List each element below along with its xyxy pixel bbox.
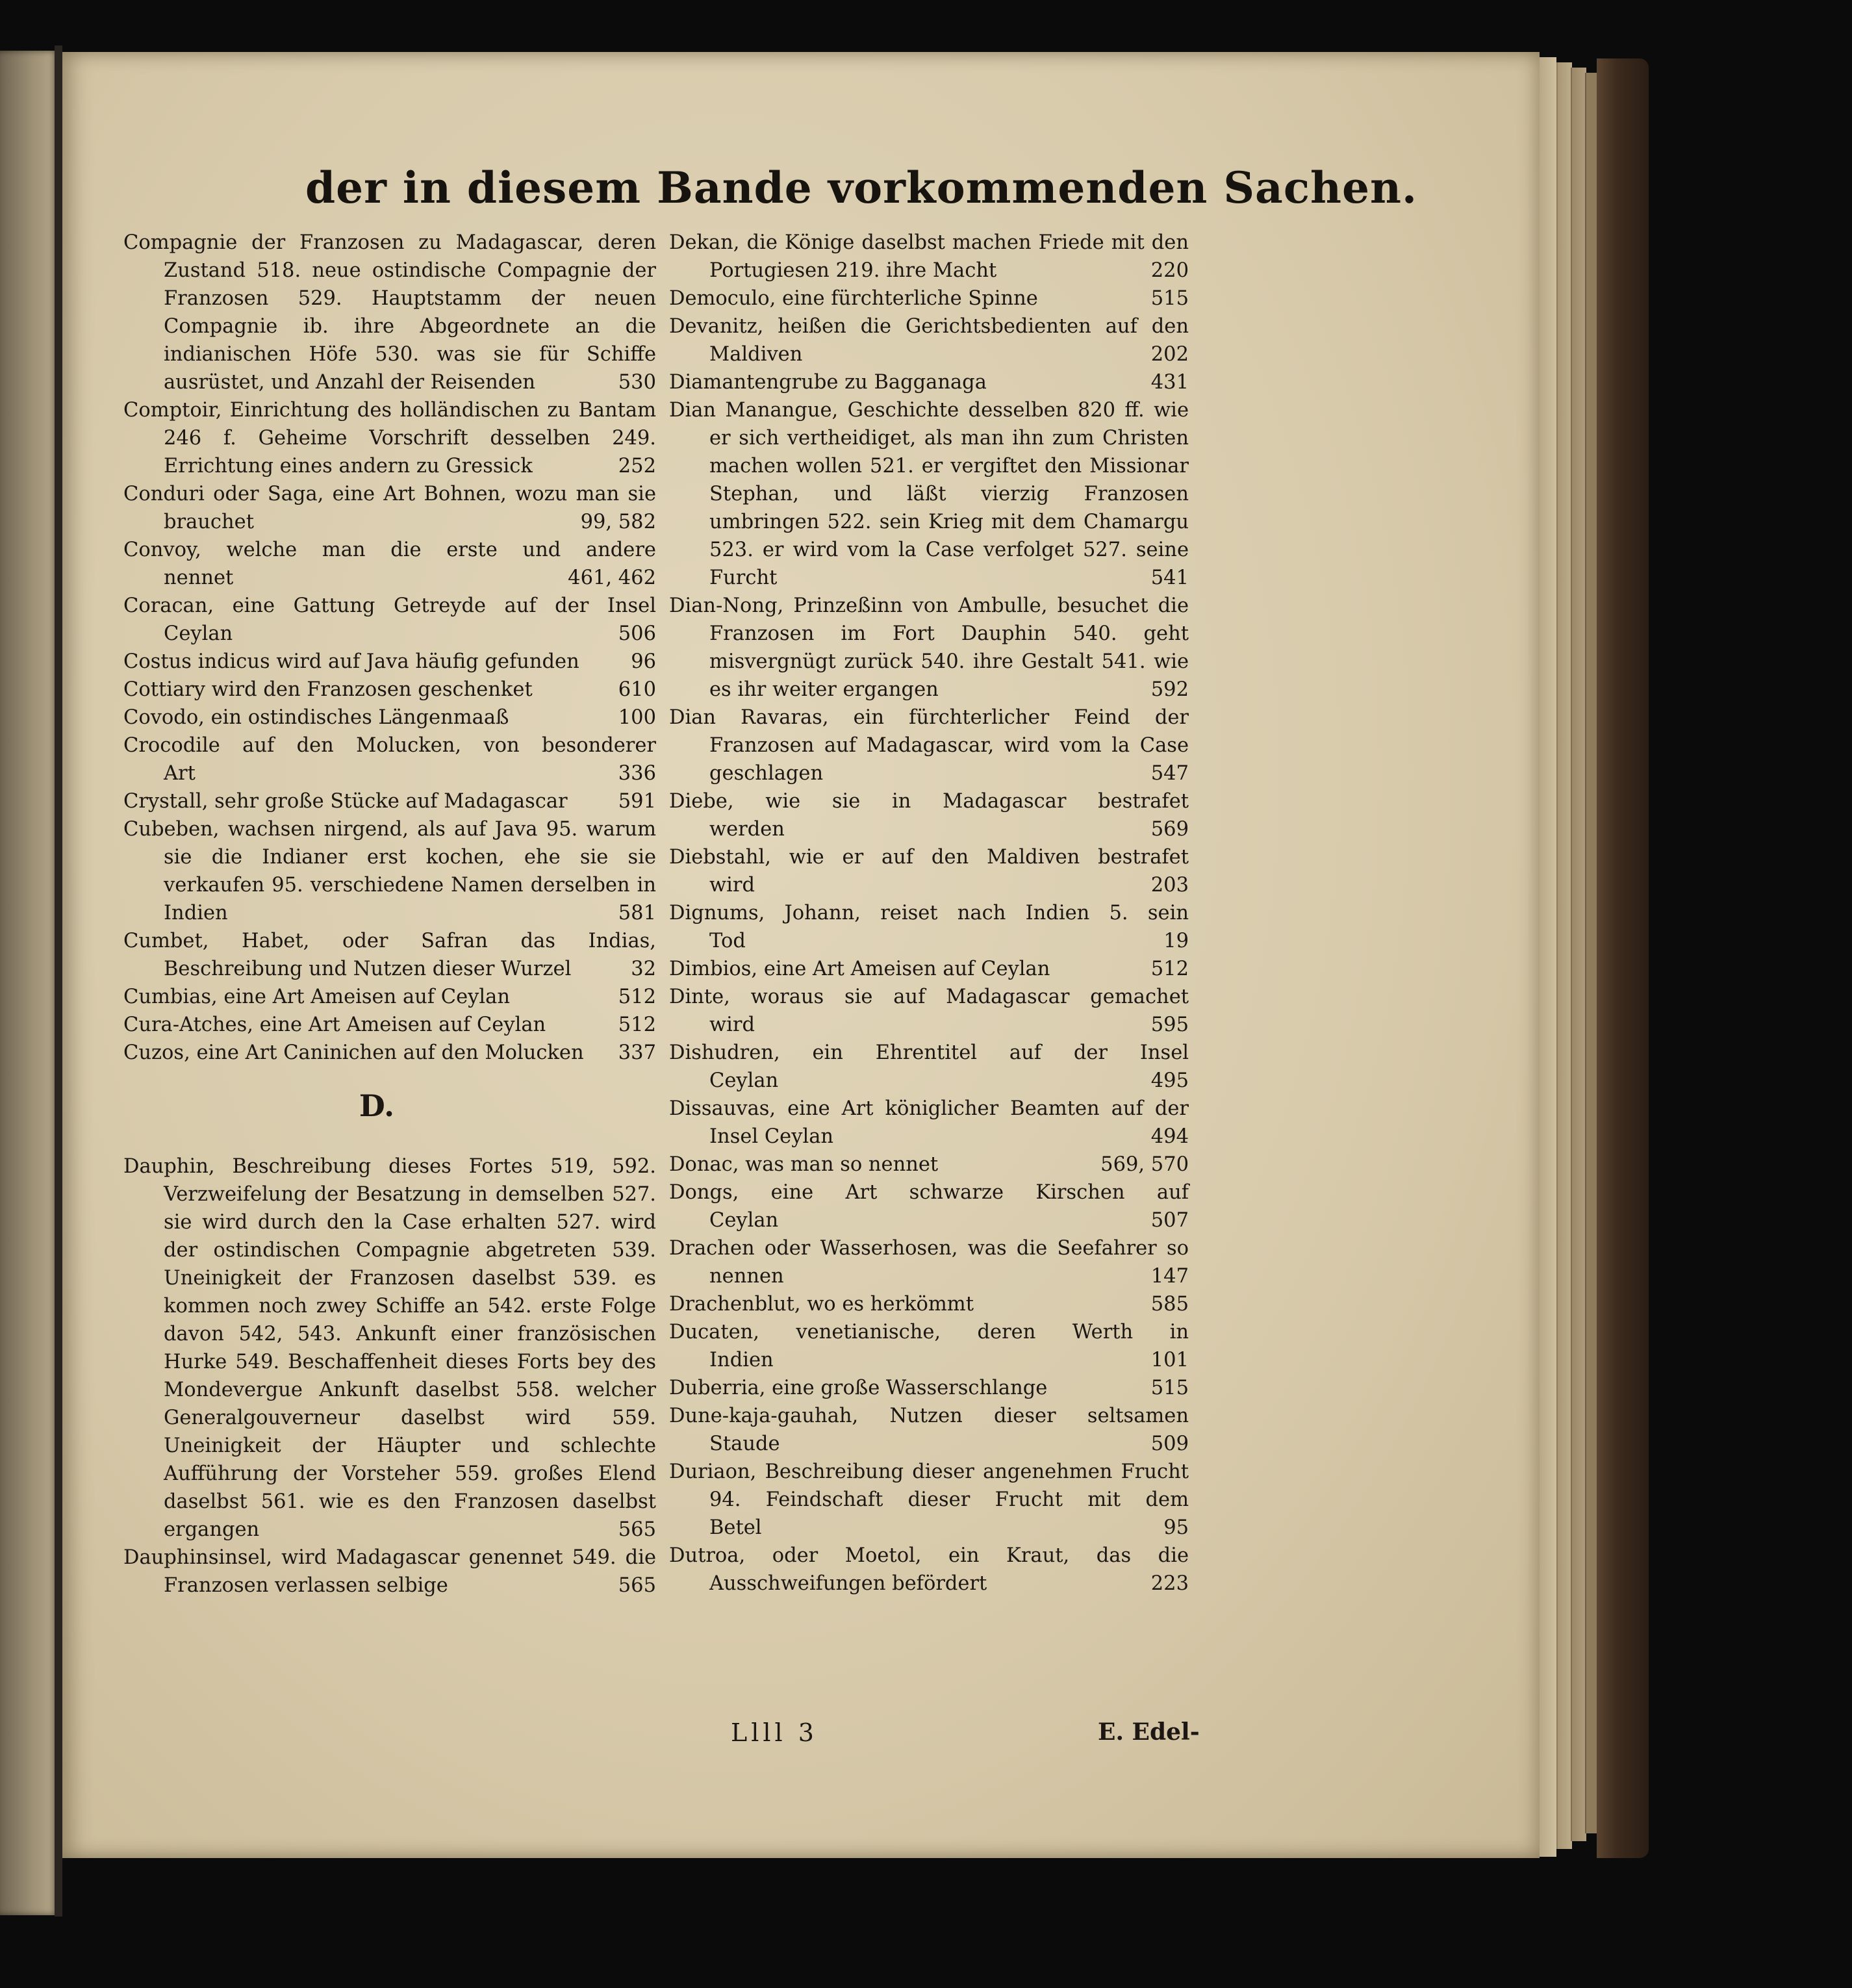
- index-entry-page: 592: [1150, 678, 1189, 701]
- index-column-right: [669, 229, 1189, 1598]
- index-entry-page: 541: [1150, 567, 1189, 589]
- index-entry-page: 515: [1150, 287, 1189, 310]
- index-entry-text: Diebe, wie sie in Madagascar bestrafet werden: [669, 790, 1189, 841]
- index-entry: [669, 843, 1189, 899]
- index-entry-text: Crocodile auf den Molucken, von besonderer Art: [123, 734, 656, 785]
- page-edge-stack: [1571, 68, 1586, 1841]
- index-entry-text: Donac, was man so nennet: [669, 1153, 939, 1176]
- index-entry-text: Cura-Atches, eine Art Ameisen auf Ceylan: [123, 1013, 546, 1036]
- index-entry-text: Diamantengrube zu Bagganaga: [669, 371, 987, 394]
- index-entry-text: Covodo, ein ostindisches Längenmaaß: [123, 706, 509, 729]
- index-entry: [123, 480, 656, 536]
- index-entry-page: 512: [1150, 958, 1189, 980]
- index-entry: [123, 676, 656, 704]
- index-entry: [669, 368, 1189, 396]
- index-entry: [669, 1039, 1189, 1095]
- index-entry: [123, 815, 656, 927]
- index-entry-page: 203: [1150, 874, 1189, 897]
- index-entry: [669, 1542, 1189, 1598]
- index-entry-text: Cumbet, Habet, oder Safran das Indias, Beschreibung und Nutzen dieser Wurzel: [123, 930, 656, 980]
- index-entry: [669, 983, 1189, 1039]
- page-edge-stack: [1540, 57, 1556, 1857]
- index-entry: [123, 229, 656, 396]
- index-entry-page: 96: [631, 650, 656, 673]
- section-letter-d: D.: [359, 1088, 395, 1123]
- index-entry: [669, 704, 1189, 787]
- index-entry-page: 32: [631, 958, 656, 980]
- index-entry-page: 461, 462: [568, 567, 656, 589]
- index-entry-page: 610: [618, 678, 656, 701]
- index-entry-text: Dignums, Johann, reiset nach Indien 5. sein Tod: [669, 902, 1189, 952]
- index-entry: [123, 648, 656, 676]
- index-entry: [669, 1374, 1189, 1402]
- index-entry: [669, 396, 1189, 592]
- index-entry-page: 147: [1150, 1265, 1189, 1288]
- index-entry-page: 220: [1150, 259, 1189, 282]
- index-entry: [669, 1458, 1189, 1542]
- index-entry: [123, 983, 656, 1011]
- facing-page-edge: [0, 51, 58, 1915]
- catchword: E. Edel-: [1098, 1718, 1200, 1746]
- index-entry: [123, 704, 656, 732]
- index-entry: [669, 1179, 1189, 1234]
- index-entry-text: Dongs, eine Art schwarze Kirschen auf Ceylan: [669, 1181, 1189, 1232]
- index-entry-page: 252: [618, 455, 656, 478]
- index-entry: [669, 1234, 1189, 1290]
- index-entry-text: Dian Manangue, Geschichte desselben 820 ff. wie er sich vertheidiget, als man ihn zum Christen machen wollen 521. er vergiftet den Missionar Stephan, und läßt vierzig Franzosen umbringen 522. sein Krieg mit dem Chamargu 523. er wird vom la Case verfolget 527. seine Furcht: [669, 399, 1189, 589]
- index-entry-text: Conduri oder Saga, eine Art Bohnen, wozu man sie brauchet: [123, 483, 656, 533]
- index-entry-text: Dune-kaja-gauhah, Nutzen dieser seltsamen Staude: [669, 1405, 1189, 1455]
- index-entry-page: 565: [618, 1574, 656, 1597]
- index-entry: [123, 396, 656, 480]
- index-entry: [669, 899, 1189, 955]
- index-entry: [123, 1039, 656, 1067]
- index-entry: [669, 1095, 1189, 1151]
- index-entry-text: Dimbios, eine Art Ameisen auf Ceylan: [669, 958, 1050, 980]
- index-entry-text: Cuzos, eine Art Caninichen auf den Molucken: [123, 1041, 584, 1064]
- index-entry-text: Diebstahl, wie er auf den Maldiven bestrafet wird: [669, 846, 1189, 897]
- index-entry-page: 100: [618, 706, 656, 729]
- index-entry-page: 569, 570: [1100, 1153, 1189, 1176]
- index-entry-page: 223: [1150, 1572, 1189, 1595]
- entries-c: [123, 229, 656, 1067]
- index-entry-text: Costus indicus wird auf Java häufig gefunden: [123, 650, 579, 673]
- index-entry-text: Dishudren, ein Ehrentitel auf der Insel Ceylan: [669, 1041, 1189, 1092]
- index-entry: [669, 955, 1189, 983]
- index-entry-page: 431: [1150, 371, 1189, 394]
- index-entry-page: 507: [1150, 1209, 1189, 1232]
- index-entry-page: 565: [618, 1518, 656, 1541]
- index-entry-text: Duriaon, Beschreibung dieser angenehmen Frucht 94. Feindschaft dieser Frucht mit dem Betel: [669, 1460, 1189, 1539]
- index-entry: [669, 1290, 1189, 1318]
- index-entry-text: Drachen oder Wasserhosen, was die Seefahrer so nennen: [669, 1237, 1189, 1288]
- index-entry: [669, 1151, 1189, 1179]
- index-entry-text: Democulo, eine fürchterliche Spinne: [669, 287, 1038, 310]
- index-entry: [123, 536, 656, 592]
- index-entry-text: Devanitz, heißen die Gerichtsbedienten auf den Maldiven: [669, 315, 1189, 366]
- index-entry-page: 515: [1150, 1377, 1189, 1399]
- index-entry-text: Drachenblut, wo es herkömmt: [669, 1293, 974, 1316]
- index-entry-text: Dutroa, oder Moetol, ein Kraut, das die Ausschweifungen befördert: [669, 1544, 1189, 1595]
- index-entry-text: Dissauvas, eine Art königlicher Beamten auf der Insel Ceylan: [669, 1097, 1189, 1148]
- index-entry: [123, 592, 656, 648]
- index-entry: [669, 1402, 1189, 1458]
- index-entry-text: Coracan, eine Gattung Getreyde auf der Insel Ceylan: [123, 594, 656, 645]
- running-header: der in diesem Bande vorkommenden Sachen.: [305, 162, 1417, 213]
- index-entry-page: 581: [618, 902, 656, 924]
- index-entry-page: 494: [1150, 1125, 1189, 1148]
- index-entry-page: 99, 582: [580, 511, 656, 533]
- index-entry-text: Dauphin, Beschreibung dieses Fortes 519, 592. Verzweifelung der Besatzung in demselben 527. sie wird durch den la Case erhalten 527. wird der ostindischen Compagnie abgetreten 539. Uneinigkeit der Franzosen daselbst 539. es kommen noch zwey Schiffe an 542. erste Folge davon 542, 543. Ankunft einer französischen Hurke 549. Beschaffenheit dieses Forts bey des Mondevergue Ankunft daselbst 558. welcher Generalgouverneur daselbst wird 559. Uneinigkeit der Häupter und schlechte Aufführung der Vorsteher 559. großes Elend daselbst 561. wie es den Franzosen daselbst ergangen: [123, 1155, 656, 1541]
- index-entry-text: Duberria, eine große Wasserschlange: [669, 1377, 1048, 1399]
- index-entry-text: Dinte, woraus sie auf Madagascar gemachet wird: [669, 986, 1189, 1036]
- index-entry-text: Convoy, welche man die erste und andere nennet: [123, 539, 656, 589]
- index-entry: [669, 787, 1189, 843]
- leather-cover-edge: [1597, 58, 1649, 1858]
- index-entry-text: Crystall, sehr große Stücke auf Madagascar: [123, 790, 568, 813]
- index-entry-text: Cubeben, wachsen nirgend, als auf Java 95. warum sie die Indianer erst kochen, ehe sie sie verkaufen 95. verschiedene Namen derselben in Indien: [123, 818, 656, 924]
- index-entry-page: 101: [1150, 1349, 1189, 1371]
- entries-d: [123, 1153, 656, 1599]
- index-entry: [123, 1011, 656, 1039]
- index-entry-text: Ducaten, venetianische, deren Werth in Indien: [669, 1321, 1189, 1371]
- index-entry: [123, 1153, 656, 1544]
- index-entry-text: Dekan, die Könige daselbst machen Friede mit den Portugiesen 219. ihre Macht: [669, 231, 1189, 282]
- index-entry: [669, 229, 1189, 285]
- index-entry-page: 202: [1150, 343, 1189, 366]
- index-entry-page: 337: [618, 1041, 656, 1064]
- index-entry: [123, 732, 656, 787]
- index-entry-page: 19: [1163, 930, 1189, 952]
- index-entry-text: Cumbias, eine Art Ameisen auf Ceylan: [123, 986, 510, 1008]
- page-edge-stack: [1556, 62, 1572, 1849]
- index-entry-text: Dian Ravaras, ein fürchterlicher Feind der Franzosen auf Madagascar, wird vom la Case geschlagen: [669, 706, 1189, 785]
- entries-right: [669, 229, 1189, 1598]
- index-entry: [669, 312, 1189, 368]
- index-entry-page: 530: [618, 371, 656, 394]
- index-entry-page: 509: [1150, 1433, 1189, 1455]
- index-entry-page: 506: [618, 622, 656, 645]
- index-entry-text: Compagnie der Franzosen zu Madagascar, deren Zustand 518. neue ostindische Compagnie der Franzosen 529. Hauptstamm der neuen Compagnie ib. ihre Abgeordnete an die indianischen Höfe 530. was sie für Schiffe ausrüstet, und Anzahl der Reisenden: [123, 231, 656, 394]
- index-entry-page: 95: [1163, 1516, 1189, 1539]
- index-entry-text: Dauphinsinsel, wird Madagascar genennet 549. die Franzosen verlassen selbige: [123, 1546, 656, 1597]
- index-column-left: [123, 229, 656, 1599]
- index-entry-page: 512: [618, 1013, 656, 1036]
- index-entry: [669, 592, 1189, 704]
- index-entry: [123, 1544, 656, 1599]
- book-gutter: [55, 45, 62, 1917]
- index-entry-page: 495: [1150, 1069, 1189, 1092]
- index-entry-page: 569: [1150, 818, 1189, 841]
- index-entry-text: Dian-Nong, Prinzeßinn von Ambulle, besuchet die Franzosen im Fort Dauphin 540. geht misvergnügt zurück 540. ihre Gestalt 541. wie es ihr weiter ergangen: [669, 594, 1189, 701]
- index-entry: [669, 285, 1189, 312]
- index-entry-text: Comptoir, Einrichtung des holländischen zu Bantam 246 f. Geheime Vorschrift desselben 249. Errichtung eines andern zu Gressick: [123, 399, 656, 478]
- page-edge-stack: [1585, 73, 1598, 1833]
- index-entry: [123, 927, 656, 983]
- index-entry-page: 336: [618, 762, 656, 785]
- index-entry-page: 547: [1150, 762, 1189, 785]
- index-entry-page: 595: [1150, 1013, 1189, 1036]
- index-entry-page: 591: [618, 790, 656, 813]
- index-entry-text: Cottiary wird den Franzosen geschenket: [123, 678, 533, 701]
- index-entry: [123, 787, 656, 815]
- index-entry-page: 585: [1150, 1293, 1189, 1316]
- index-entry: [669, 1318, 1189, 1374]
- signature-mark: Llll 3: [731, 1718, 818, 1747]
- index-entry-page: 512: [618, 986, 656, 1008]
